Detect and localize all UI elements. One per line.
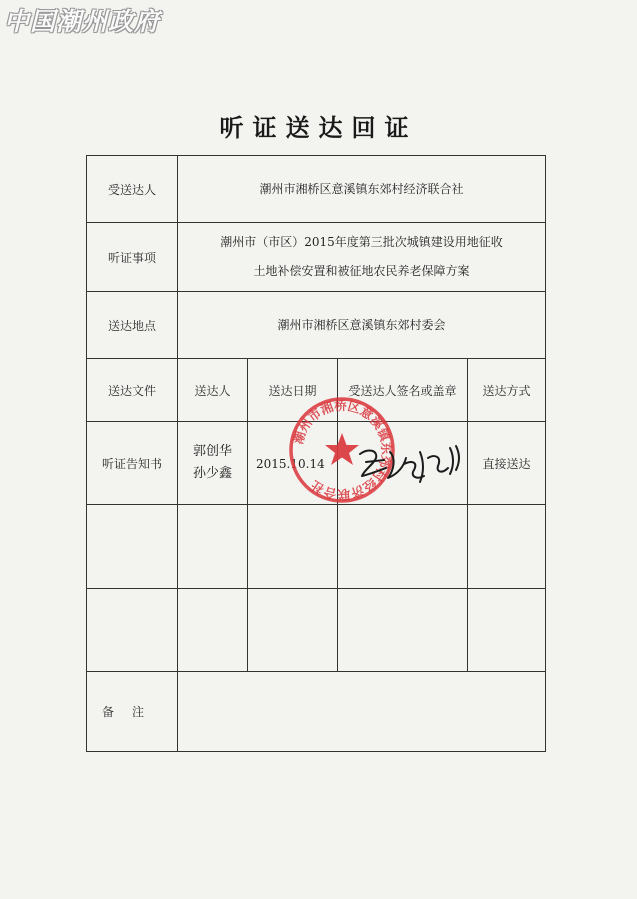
- document-cell: 听证告知书: [87, 422, 178, 505]
- sender-name-1: 郭创华: [192, 444, 232, 459]
- recipient-value: 潮州市湘桥区意溪镇东郊村经济联合社: [178, 156, 546, 223]
- remark-value: [178, 672, 546, 752]
- empty-cell: [178, 505, 248, 589]
- row-place: [87, 292, 546, 359]
- matter-label: 听证事项: [87, 223, 178, 292]
- empty-cell: [248, 589, 338, 672]
- row-remark: [87, 672, 546, 752]
- sender-name-2: 孙少鑫: [192, 466, 232, 481]
- matter-line-2: 土地补偿安置和被征地农民养老保障方案: [253, 264, 470, 278]
- header-method: 送达方式: [468, 359, 546, 422]
- table-row-empty-2: [87, 589, 546, 672]
- empty-cell: [468, 589, 546, 672]
- sender-cell: [178, 422, 248, 505]
- place-label: 送达地点: [87, 292, 178, 359]
- delivery-date: 2015.10.14: [256, 457, 325, 471]
- recipient-label: 受送达人: [87, 156, 178, 223]
- empty-cell: [178, 589, 248, 672]
- matter-line-1: 潮州市（市区）2015年度第三批次城镇建设用地征收: [220, 235, 503, 249]
- empty-cell: [338, 505, 468, 589]
- empty-cell: [87, 505, 178, 589]
- empty-cell: [87, 589, 178, 672]
- row-recipient: [87, 156, 546, 223]
- empty-cell: [468, 505, 546, 589]
- handwritten-signature: [354, 440, 466, 488]
- header-date: 送达日期: [248, 359, 338, 422]
- watermark-logo: 中国潮州政府: [4, 7, 161, 36]
- empty-cell: [338, 589, 468, 672]
- seal-text: 潮州市湘桥区意溪镇东郊村经济联合社: [290, 397, 395, 503]
- header-sender: 送达人: [178, 359, 248, 422]
- table-row-empty-1: [87, 505, 546, 589]
- place-value: 潮州市湘桥区意溪镇东郊村委会: [178, 292, 546, 359]
- remark-label: 备注: [87, 672, 178, 752]
- matter-value: [178, 223, 546, 292]
- header-document: 送达文件: [87, 359, 178, 422]
- method-cell: 直接送达: [468, 422, 546, 505]
- row-matter: [87, 223, 546, 292]
- document-title: 听证送达回证: [219, 113, 418, 142]
- header-signature: 受送达人签名或盖章: [338, 359, 468, 422]
- empty-cell: [248, 505, 338, 589]
